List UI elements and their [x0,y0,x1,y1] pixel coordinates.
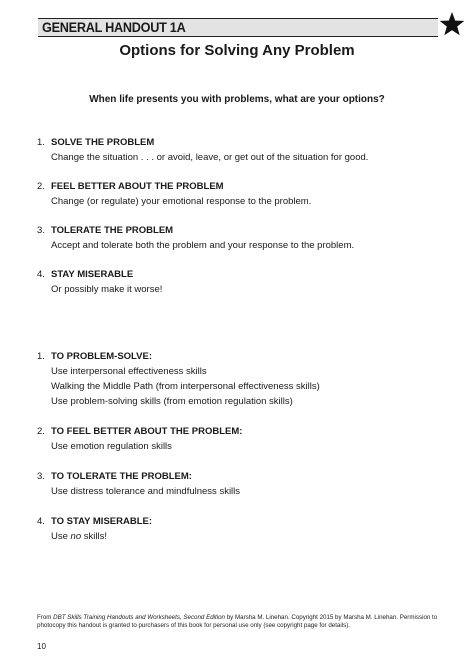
options-list [37,135,437,311]
item-number: 1. [37,351,45,362]
list-item [37,179,437,223]
item-line: Use distress tolerance and mindfulness skills [51,486,241,497]
header-bar [38,18,438,37]
list-item [37,223,437,267]
item-heading: TO STAY MISERABLE: [51,516,152,527]
item-number: 2. [37,181,45,192]
item-number: 1. [37,137,45,148]
skills-list [37,349,437,559]
list-item [37,267,437,311]
item-line: Use problem-solving skills (from emotion regulation skills) [51,396,293,407]
item-heading: TO FEEL BETTER ABOUT THE PROBLEM: [51,426,243,437]
list-item [37,469,437,514]
handout-label: GENERAL HANDOUT 1A [42,20,186,35]
item-line: Use interpersonal effectiveness skills [51,366,207,377]
page-title: Options for Solving Any Problem [119,42,355,59]
item-heading: SOLVE THE PROBLEM [51,137,155,148]
item-line: Or possibly make it worse! [51,284,163,295]
item-heading: FEEL BETTER ABOUT THE PROBLEM [51,181,224,192]
page-number: 10 [37,642,46,651]
list-item [37,349,437,424]
item-number: 4. [37,269,45,280]
list-item [37,424,437,469]
page-subtitle: When life presents you with problems, what are your options? [89,94,385,105]
list-item [37,514,437,559]
item-heading: STAY MISERABLE [51,269,134,280]
item-number: 3. [37,225,45,236]
item-line: Change (or regulate) your emotional response to the problem. [51,196,312,207]
item-number: 2. [37,426,45,437]
item-heading: TOLERATE THE PROBLEM [51,225,174,236]
copyright-footer: From DBT Skills Training Handouts and Worksheets, Second Edition by Marsha M. Linehan. Copyright 2015 by Marsha M. Linehan. Permission to photocopy this handout is granted to purchasers of this book for personal use only (see copyright page for details). [37,614,438,629]
item-line: Walking the Middle Path (from interpersonal effectiveness skills) [51,381,320,392]
item-number: 3. [37,471,45,482]
item-number: 4. [37,516,45,527]
item-line: Accept and tolerate both the problem and your response to the problem. [51,240,355,251]
list-item [37,135,437,179]
item-line: Change the situation . . . or avoid, leave, or get out of the situation for good. [51,152,369,163]
item-heading: TO PROBLEM-SOLVE: [51,351,152,362]
item-line: Use emotion regulation skills [51,441,172,452]
item-heading: TO TOLERATE THE PROBLEM: [51,471,192,482]
star-icon [439,11,465,37]
item-line: Use no skills! [51,531,107,542]
